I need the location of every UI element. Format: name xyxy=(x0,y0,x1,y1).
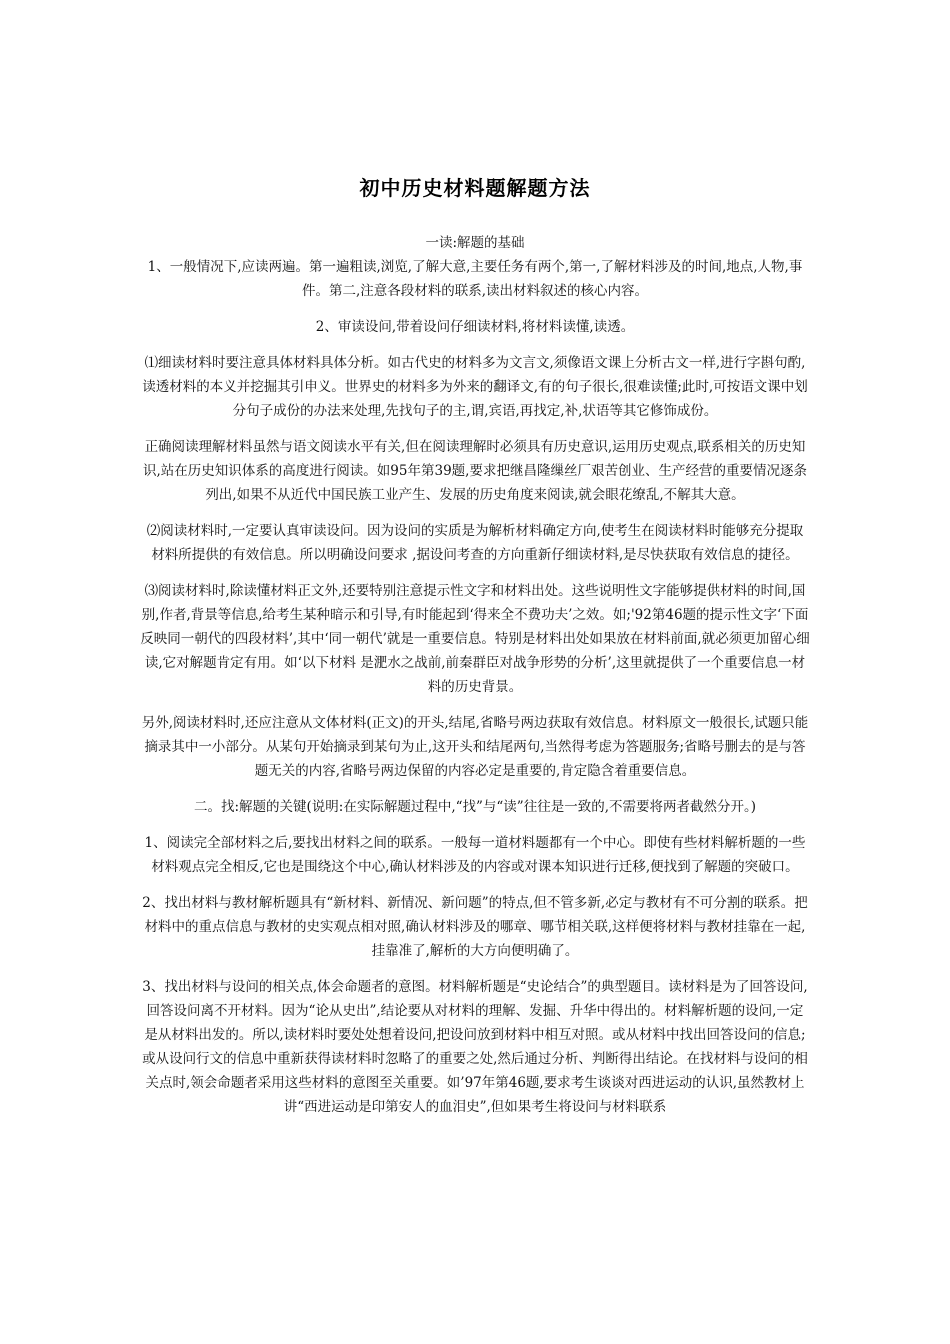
document-title: 初中历史材料题解题方法 xyxy=(359,176,591,200)
paragraph-7: 另外,阅读材料时,还应注意从文体材料(正文)的开头,结尾,省略号两边获取有效信息。材料原文一般很长,试题只能摘录其中一小部分。从某句开始摘录到某句为止,这开头和结尾两句,当然得考虑为答题服务;省略号删去的是与答题无关的内容,省略号两边保留的内容必定是重要的,肯定隐含着重要信息。 xyxy=(141,715,809,779)
paragraph-6: ⑶阅读材料时,除读懂材料正文外,还要特别注意提示性文字和材料出处。这些说明性文字能够提供材料的时间,国别,作者,背景等信息,给考生某种暗示和引导,有时能起到‘得来全不费功夫’之效。如;'92第46题的提示性文字‘下面反映同一朝代的四段材料’,其中‘同一朝代’就是一重要信息。特别是材料出处如果放在材料前面,就必须更加留心细读,它对解题肯定有用。如‘以下材料 是淝水之战前,前秦群臣对战争形势的分析’,这里就提供了一个重要信息一材料的历史背景。 xyxy=(140,583,810,695)
paragraph-11: 3、找出材料与设问的相关点,体会命题者的意图。材料解析题是“史论结合”的典型题目。读材料是为了回答设问,回答设问离不开材料。因为“论从史出”,结论要从对材料的理解、发掘、升华中得出的。材料解析题的设问,一定是从材料出发的。所以,读材料时要处处想着设问,把设问放到材料中相互对照。或从材料中找出回答设问的信息;或从设问行文的信息中重新获得读材料时忽略了的重要之处,然后通过分析、判断得出结论。在找材料与设问的相关点时,领会命题者采用这些材料的意图至关重要。如’97年第46题,要求考生谈谈对西进运动的认识,虽然教材上讲“西进运动是印第安人的血泪史”,但如果考生将设问与材料联系 xyxy=(142,979,808,1115)
section-heading-read: 一读:解题的基础 xyxy=(425,235,525,251)
paragraph-9: 1、阅读完全部材料之后,要找出材料之间的联系。一般每一道材料题都有一个中心。即使有些材料解析题的一些材料观点完全相反,它也是围绕这个中心,确认材料涉及的内容或对课本知识进行迁移,便找到了解题的突破口。 xyxy=(144,835,806,875)
paragraph-10: 2、找出材料与教材解析题具有“新材料、新情况、新问题”的特点,但不管多新,必定与教材有不可分割的联系。把材料中的重点信息与教材的史实观点相对照,确认材料涉及的哪章、哪节相关联,这样便将材料与教材挂靠在一起,挂靠准了,解析的大方向便明确了。 xyxy=(142,895,808,959)
paragraph-3: ⑴细读材料时要注意具体材料具体分析。如古代史的材料多为文言文,须像语文课上分析古文一样,进行字斟句酌,读透材料的本义并挖掘其引申义。世界史的材料多为外来的翻译文,有的句子很长,很难读懂;此时,可按语文课中划分句子成份的办法来处理,先找句子的主,谓,宾语,再找定,补,状语等其它修饰成份。 xyxy=(142,355,808,419)
document-page xyxy=(140,172,810,1131)
paragraph-2: 2、审读设问,带着设问仔细读材料,将材料读懂,读透。 xyxy=(315,319,635,335)
section-heading-find: 二。找:解题的关键(说明:在实际解题过程中,“找”与“读”往往是一致的,不需要将两者截然分开。) xyxy=(193,799,757,815)
paragraph-4: 正确阅读理解材料虽然与语文阅读水平有关,但在阅读理解时必须具有历史意识,运用历史观点,联系相关的历史知识,站在历史知识体系的高度进行阅读。如95年第39题,要求把继昌隆缫丝厂艰苦创业、生产经营的重要情况逐条列出,如果不从近代中国民族工业产生、发展的历史角度来阅读,就会眼花缭乱,不解其大意。 xyxy=(143,439,807,503)
paragraph-5: ⑵阅读材料时,一定要认真审读设问。因为设问的实质是为解析材料确定方向,使考生在阅读材料时能够充分提取材料所提供的有效信息。所以明确设问要求 ,据设问考查的方向重新仔细读材料,是尽快获取有效信息的捷径。 xyxy=(146,523,804,563)
paragraph-1: 1、一般情况下,应读两遍。第一遍粗读,浏览,了解大意,主要任务有两个,第一,了解材料涉及的时间,地点,人物,事件。第二,注意各段材料的联系,读出材料叙述的核心内容。 xyxy=(147,259,803,299)
